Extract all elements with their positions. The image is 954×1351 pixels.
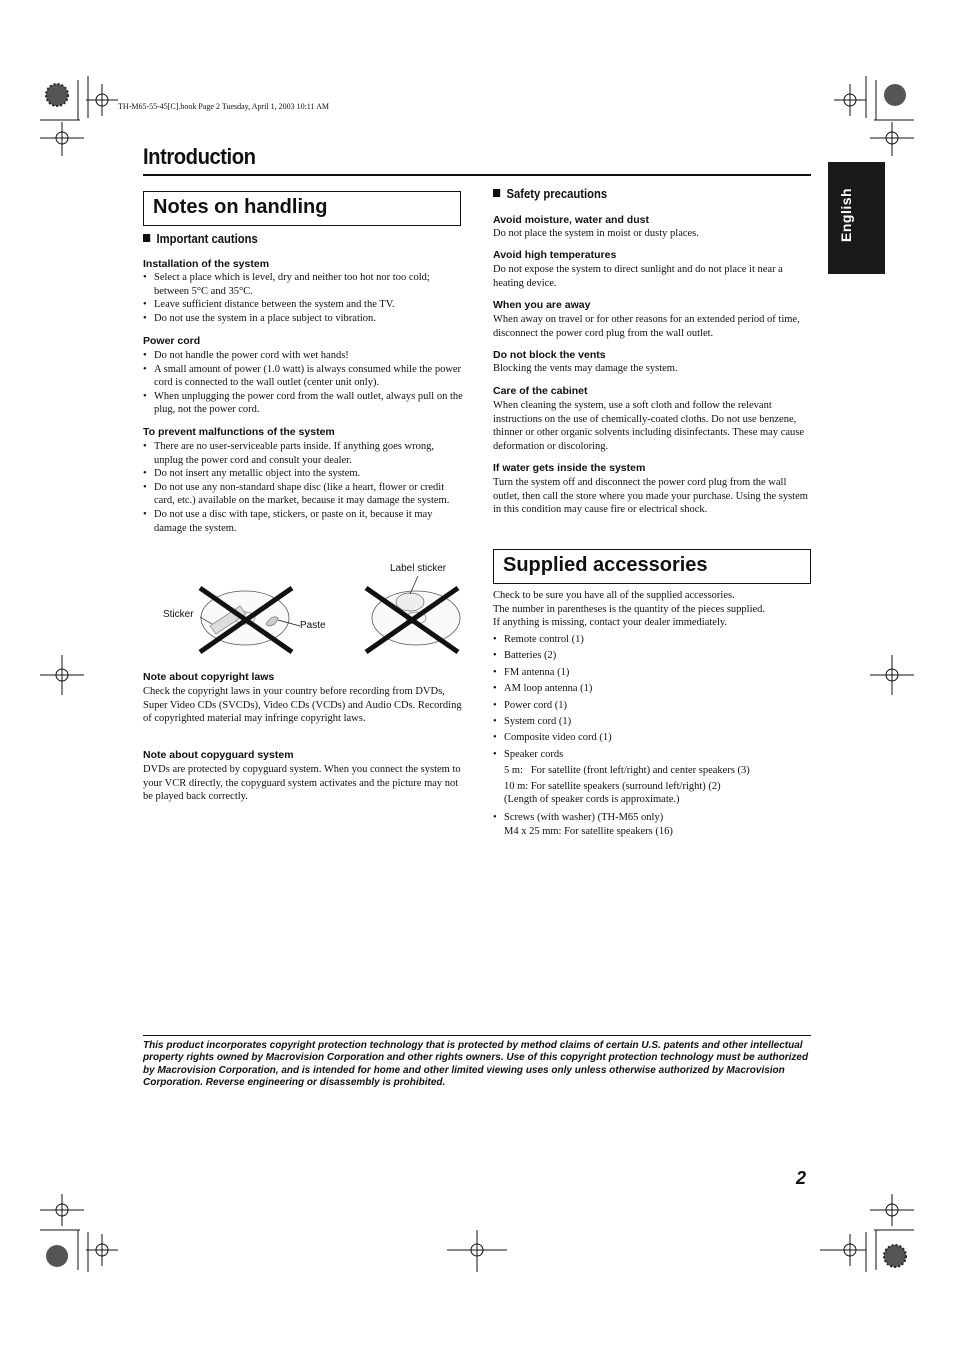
disc-with-sticker-illustration [200, 588, 300, 652]
macrovision-notice: This product incorporates copyright protection technology that is protected by method claims of certain U.S. patents and other intellectual property rights owned by Macrovision Corporation and other rights owners. Use of this copyright protection technology must be authorized by Macrovision Corporation, and is intended for home and other limited viewing uses only unless otherwise authorized by Macrovision Corporation. Reverse engineering or disassembly is prohibited. [143, 1040, 809, 1089]
page-title: Introduction [143, 144, 256, 169]
language-tab [828, 162, 885, 274]
speaker-cord-line: 10 m: For satellite speakers (surround left/right) (2) [504, 780, 721, 792]
square-bullet-icon [143, 234, 150, 242]
file-header: TH-M65-55-45[C].book Page 2 Tuesday, April 1, 2003 10:11 AM [118, 102, 329, 111]
vents-title: Do not block the vents [493, 349, 606, 361]
label-sticker-label: Label sticker [390, 563, 447, 574]
list-item: • There are no user-serviceable parts inside. If anything goes wrong, unplug the power cord and consult your dealer. [143, 440, 463, 467]
copyguard-title: Note about copyguard system [143, 749, 294, 761]
title-rule [143, 174, 811, 176]
away-title: When you are away [493, 299, 591, 311]
safety-precautions-text: Safety precautions [506, 187, 608, 201]
power-cord-title: Power cord [143, 335, 201, 347]
list-item: • Do not handle the power cord with wet hands! [143, 349, 463, 363]
water-text: Turn the system off and disconnect the power cord plug from the wall outlet, then call the store where you made your purchase. Using the system in this condition may cause fire or electrical shock. [493, 477, 808, 516]
language-tab-label: English [838, 187, 854, 242]
sticker-label: Sticker [163, 609, 194, 620]
temperature-title: Avoid high temperatures [493, 249, 617, 261]
speaker-cord-line: 5 m: For satellite (front left/right) and center speakers (3) [504, 765, 750, 776]
important-cautions-heading [143, 232, 258, 246]
disc-with-label-sticker-illustration [366, 576, 460, 652]
installation-list [143, 271, 463, 325]
notice-rule [143, 1035, 811, 1036]
important-cautions-text: Important cautions [156, 232, 258, 246]
screws-list [493, 811, 813, 838]
list-item: • Leave sufficient distance between the system and the TV. [143, 298, 463, 312]
accessories-list [493, 633, 813, 764]
cabinet-text: When cleaning the system, use a soft cloth and follow the relevant instructions on the use of chemically-coated cloths. Do not use benzene, thinner or other organic solvents including disinfectants. These may cause deformation or discoloring. [493, 400, 805, 452]
safety-precautions-heading [493, 187, 607, 201]
accessories-intro-line: If anything is missing, contact your dealer immediately. [493, 617, 728, 629]
notes-heading-text: Notes on handling [153, 196, 328, 218]
list-item: • Speaker cords [493, 748, 813, 762]
screws-text: Screws (with washer) (TH-M65 only) [504, 812, 664, 823]
moisture-title: Avoid moisture, water and dust [493, 214, 649, 226]
screws-detail: M4 x 25 mm: For satellite speakers (16) [504, 825, 673, 837]
accessories-intro-line: Check to be sure you have all of the supplied accessories. [493, 590, 735, 601]
list-item: • Do not insert any metallic object into the system. [143, 467, 463, 481]
power-cord-list [143, 349, 463, 417]
accessories-heading-text: Supplied accessories [503, 554, 708, 576]
speaker-cord-line: (Length of speaker cords is approximate.) [504, 794, 680, 806]
list-item: • AM loop antenna (1) [493, 682, 813, 696]
page-number: 2 [796, 1168, 807, 1188]
installation-title: Installation of the system [143, 258, 270, 270]
copyright-title: Note about copyright laws [143, 671, 275, 683]
list-item: • Do not use any non-standard shape disc (like a heart, flower or credit card, etc.) available on the market, because it may damage the system. [143, 481, 463, 508]
list-item: • Composite video cord (1) [493, 731, 813, 745]
list-item: • Do not use the system in a place subject to vibration. [143, 312, 463, 326]
copyright-text: Check the copyright laws in your country before recording from DVDs, Super Video CDs (SVCDs), Video CDs (VCDs) and Audio CDs. Recording of copyrighted material may infringe copyright laws. [143, 686, 462, 725]
paste-label: Paste [300, 620, 326, 631]
square-bullet-icon [493, 189, 500, 197]
list-item: • FM antenna (1) [493, 666, 813, 680]
list-item: • Power cord (1) [493, 699, 813, 713]
malfunctions-list [143, 440, 463, 535]
away-text: When away on travel or for other reasons for an extended period of time, disconnect the power cord plug from the wall outlet. [493, 314, 800, 339]
vents-text: Blocking the vents may damage the system. [493, 363, 678, 374]
speaker-cord-details [504, 764, 814, 807]
cabinet-title: Care of the cabinet [493, 385, 588, 397]
notes-on-handling-heading [143, 191, 461, 226]
accessories-intro-line: The number in parentheses is the quantity of the pieces supplied. [493, 603, 766, 615]
list-item: • Do not use a disc with tape, stickers, or paste on it, because it may damage the system. [143, 508, 463, 535]
accessories-intro [493, 589, 818, 630]
list-item [493, 811, 813, 838]
copyguard-text: DVDs are protected by copyguard system. When you connect the system to your VCR directly, the copyguard system activates and the picture may not be played back correctly. [143, 764, 461, 803]
list-item: • Remote control (1) [493, 633, 813, 647]
list-item: • A small amount of power (1.0 watt) is always consumed while the power cord is connected to the wall outlet (center unit only). [143, 363, 463, 390]
list-item: • Select a place which is level, dry and neither too hot nor too cold; between 5°C and 35°C. [143, 271, 463, 298]
malfunctions-title: To prevent malfunctions of the system [143, 426, 335, 438]
supplied-accessories-heading [493, 549, 811, 584]
water-title: If water gets inside the system [493, 462, 646, 474]
list-item: • Batteries (2) [493, 649, 813, 663]
list-item: • When unplugging the power cord from the wall outlet, always pull on the plug, not the power cord. [143, 390, 463, 417]
moisture-text: Do not place the system in moist or dusty places. [493, 228, 699, 239]
temperature-text: Do not expose the system to direct sunlight and do not place it near a heating device. [493, 264, 783, 289]
list-item: • System cord (1) [493, 715, 813, 729]
